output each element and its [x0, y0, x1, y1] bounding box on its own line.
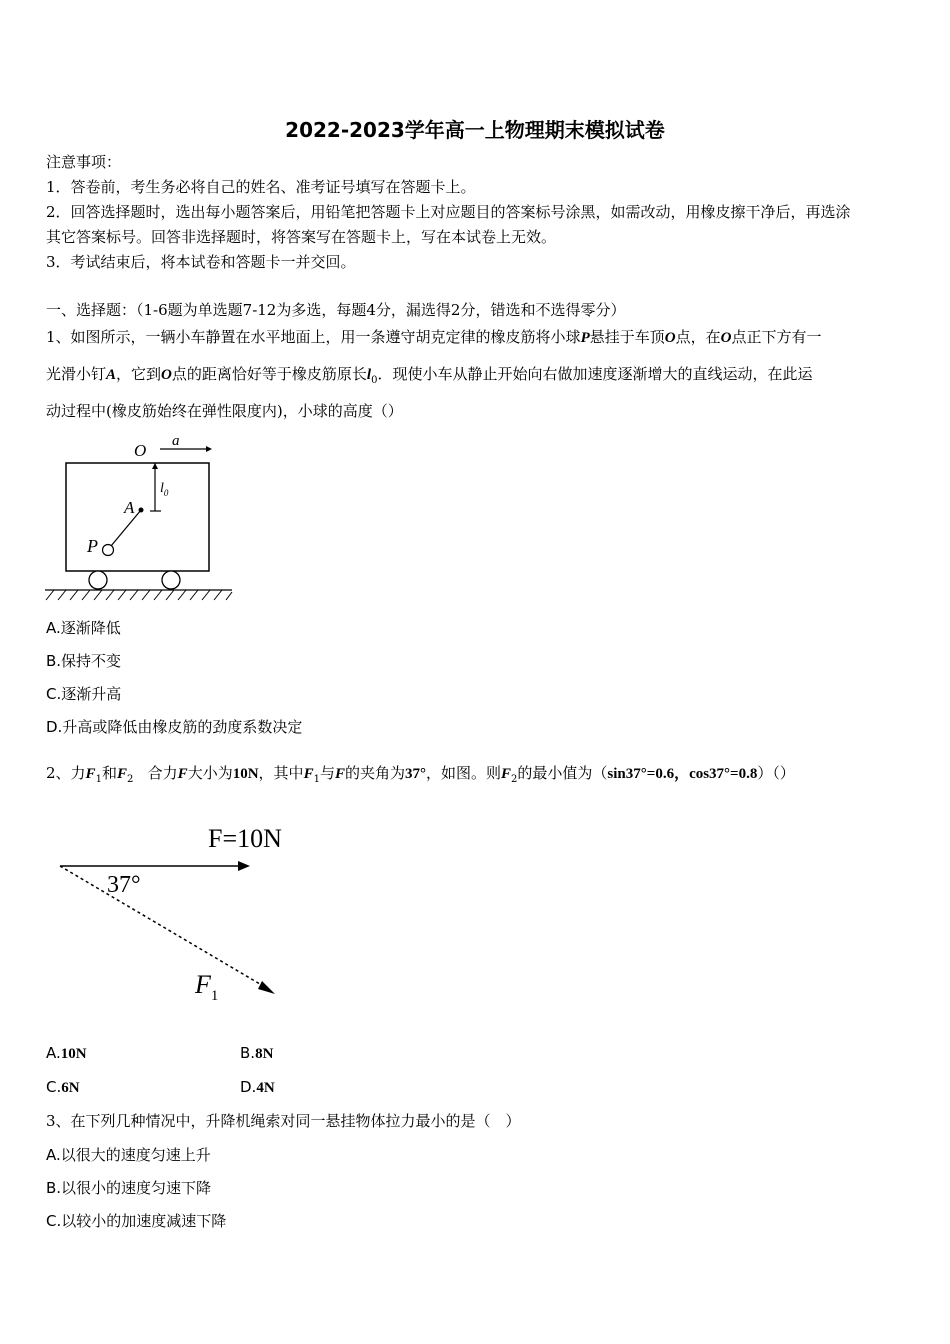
- q3-stem: 3、在下列几种情况中，升降机绳索对同一悬挂物体拉力最小的是（ ）: [46, 1112, 521, 1130]
- label-l0: $l_0$: [160, 481, 169, 498]
- notice-item-2-line-2: 其它答案标号。回答非选择题时，将答案写在答题卡上，写在本试卷上无效。: [46, 228, 557, 246]
- q3-option-a: A.以很大的速度匀速上升: [46, 1146, 211, 1164]
- q2-option-a: A.10N: [46, 1044, 87, 1062]
- wheel-left: [89, 571, 107, 589]
- label-angle: 37°: [107, 872, 141, 898]
- label-A: A: [124, 498, 135, 517]
- q1-cart-figure: [40, 430, 240, 605]
- q2-force-figure: [50, 815, 310, 1005]
- q2-option-d: D.4N: [240, 1078, 275, 1096]
- q2-option-b: B.8N: [240, 1044, 274, 1062]
- notice-heading: 注意事项：: [46, 153, 122, 171]
- q2-stem: 2、力$F_1$和$F_2$ 合力F大小为10N，其中$F_1$与F的夹角为37°，如图。则$F_2$的最小值为（sin37°=0.6，cos37°=0.8）（）: [46, 764, 795, 785]
- section-heading: 一、选择题：（1-6题为单选题7-12为多选，每题4分，漏选得2分，错选和不选得零分）: [46, 301, 626, 319]
- q1-stem-line-3: 动过程中(橡皮筋始终在弹性限度内)，小球的高度（）: [46, 402, 403, 420]
- notice-item-3: 3．考试结束后，将本试卷和答题卡一并交回。: [46, 253, 356, 271]
- force-F1-line: [60, 866, 265, 987]
- force-F-arrowhead: [238, 861, 250, 871]
- q2-option-c: C.6N: [46, 1078, 80, 1096]
- q1-option-c: C.逐渐升高: [46, 685, 122, 703]
- ball-P: [103, 545, 114, 556]
- label-F1: $F_1$: [195, 970, 219, 1004]
- q3-option-b: B.以很小的速度匀速下降: [46, 1179, 212, 1197]
- wheel-right: [162, 571, 180, 589]
- notice-item-1: 1．答卷前，考生务必将自己的姓名、准考证号填写在答题卡上。: [46, 178, 476, 196]
- q1-option-d: D.升高或降低由橡皮筋的劲度系数决定: [46, 718, 303, 736]
- label-O: O: [134, 441, 147, 460]
- force-F1-arrowhead: [258, 981, 275, 994]
- ground-hatching: [46, 590, 232, 600]
- notice-item-2-line-1: 2．回答选择题时，选出每小题答案后，用铅笔把答题卡上对应题目的答案标号涂黑，如需改动，用橡皮擦干净后，再选涂: [46, 203, 851, 221]
- page-title: 2022-2023学年高一上物理期末模拟试卷: [285, 118, 665, 142]
- q1-option-a: A.逐渐降低: [46, 619, 121, 637]
- label-F: F=10N: [208, 824, 282, 853]
- q3-option-c: C.以较小的加速度减速下降: [46, 1212, 227, 1230]
- q1-stem-line-1: 1、如图所示，一辆小车静置在水平地面上，用一条遵守胡克定律的橡皮筋将小球P悬挂于车顶O点，在O点正下方有一: [46, 328, 822, 346]
- length-arrowhead-top: [152, 463, 158, 469]
- q1-option-b: B.保持不变: [46, 652, 122, 670]
- q1-stem-line-2: 光滑小钉A，它到O点的距离恰好等于橡皮筋原长$l_0$．现使小车从静止开始向右做加速度逐渐增大的直线运动，在此运: [46, 365, 813, 386]
- label-P: P: [87, 536, 98, 556]
- label-a: a: [172, 433, 180, 449]
- accel-arrowhead: [206, 446, 212, 452]
